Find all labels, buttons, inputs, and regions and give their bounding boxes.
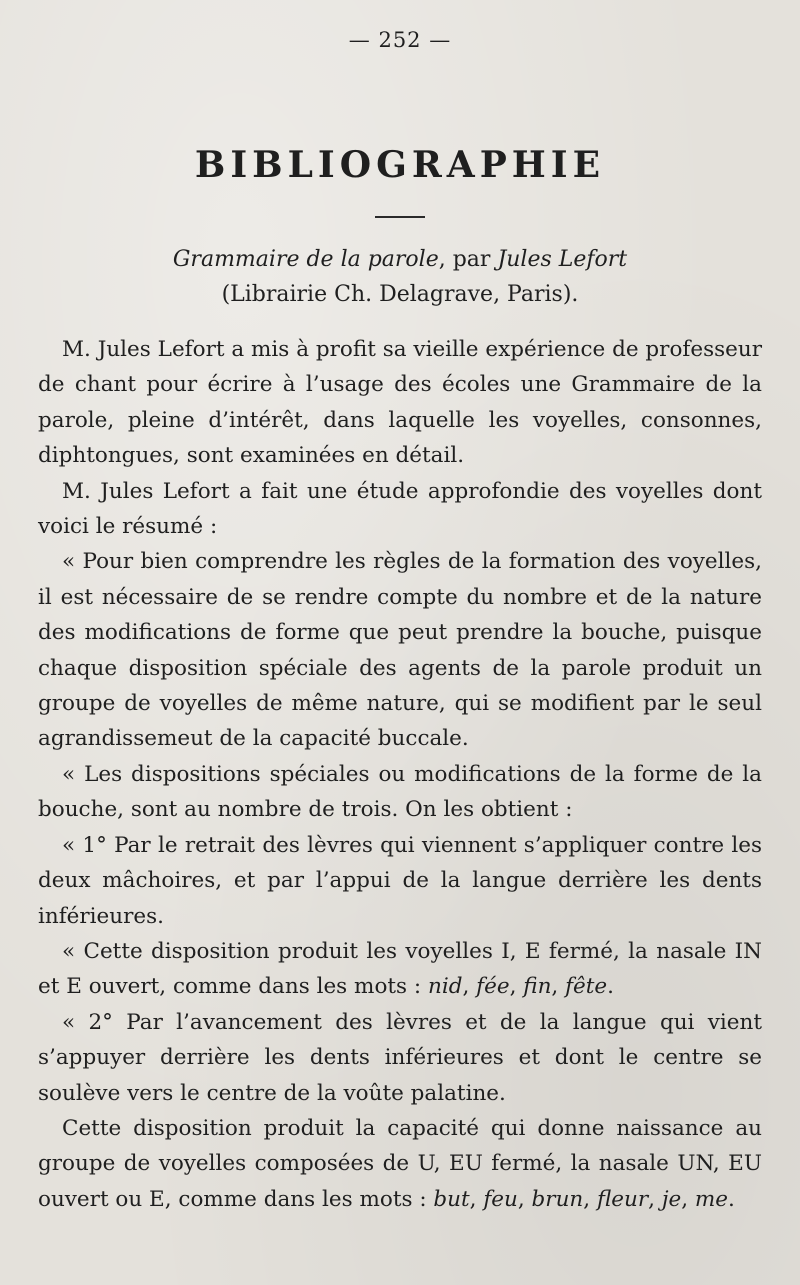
example-word: me xyxy=(694,1186,729,1212)
paragraph xyxy=(38,1005,762,1111)
paragraph-text: « Cette disposition produit les voyelles I, E fermé, la nasale IN et E ouvert, comme dans les mots : xyxy=(38,938,762,1000)
book-sep: , par xyxy=(438,247,498,272)
book-author: Jules Lefort xyxy=(497,247,628,272)
example-word: nid xyxy=(427,974,463,1000)
book-publisher: (Librairie Ch. Delagrave, Paris). xyxy=(221,282,579,307)
paragraph-text: « 1° Par le retrait des lèvres qui viennent s’appliquer contre les deux mâchoires, et par l’appui de la langue derrière les dents inférieures. xyxy=(38,832,762,929)
paragraph xyxy=(38,332,762,474)
example-word: je xyxy=(661,1186,682,1212)
paragraph-text: M. Jules Lefort a mis à profit sa vieille expérience de professeur de chant pour écrire à l’usage des écoles une Grammaire de la parole, pleine d’intérêt, dans laquelle les voyelles, consonnes, diphtongues, sont examinées en détail. xyxy=(38,337,762,469)
heading-rule xyxy=(375,216,425,218)
paragraph xyxy=(38,544,762,756)
book-reference xyxy=(38,242,762,312)
paragraph: Cette disposition produit la capacité qui donne naissance au groupe de voyelles composées de U, EU fermé, la nasale UN, EU ouvert ou E, comme dans les mots : but, feu, brun, fleur, je, me. xyxy=(38,1115,762,1212)
example-word: feu xyxy=(483,1186,518,1212)
page-number: — 252 — xyxy=(348,28,452,52)
example-word: fin xyxy=(523,974,552,1000)
example-word: fée xyxy=(476,974,510,1000)
paragraph-text: « 2° Par l’avancement des lèvres et de la langue qui vient s’appuyer derrière les dents inférieures et dont le centre se soulève vers le centre de la voûte palatine. xyxy=(38,1009,762,1106)
paragraph xyxy=(38,828,762,934)
book-title: Grammaire de la parole xyxy=(172,247,439,272)
paragraph-text: M. Jules Lefort a fait une étude approfondie des voyelles dont voici le résumé : xyxy=(38,478,762,540)
paragraph-text: Cette disposition produit la capacité qui donne naissance au groupe de voyelles composées de U, EU fermé, la nasale UN, EU ouvert ou E, comme dans les mots : xyxy=(38,1115,762,1212)
paragraph xyxy=(38,757,762,828)
paragraph: « Cette disposition produit les voyelles I, E fermé, la nasale IN et E ouvert, comme dans les mots : nid, fée, fin, fête. xyxy=(38,938,762,1000)
example-word: brun xyxy=(531,1186,584,1212)
paragraph xyxy=(38,474,762,545)
book-title-line xyxy=(38,242,762,277)
example-word: but xyxy=(433,1186,470,1212)
paragraph-text: « Pour bien comprendre les règles de la formation des voyelles, il est nécessaire de se rendre compte du nombre et de la nature des modifications de forme que peut prendre la bouche, puisque chaque disposition spéciale des agents de la parole produit un groupe de voyelles de même nature, qui se modifient par le seul agrandissemeut de la capacité buccale. xyxy=(38,549,762,752)
section-heading: BIBLIOGRAPHIE xyxy=(194,144,606,186)
paragraph-text: « Les dispositions spéciales ou modifications de la forme de la bouche, sont au nombre de trois. On les obtient : xyxy=(38,761,762,823)
example-word: fête xyxy=(565,974,608,1000)
example-word: fleur xyxy=(596,1186,649,1212)
